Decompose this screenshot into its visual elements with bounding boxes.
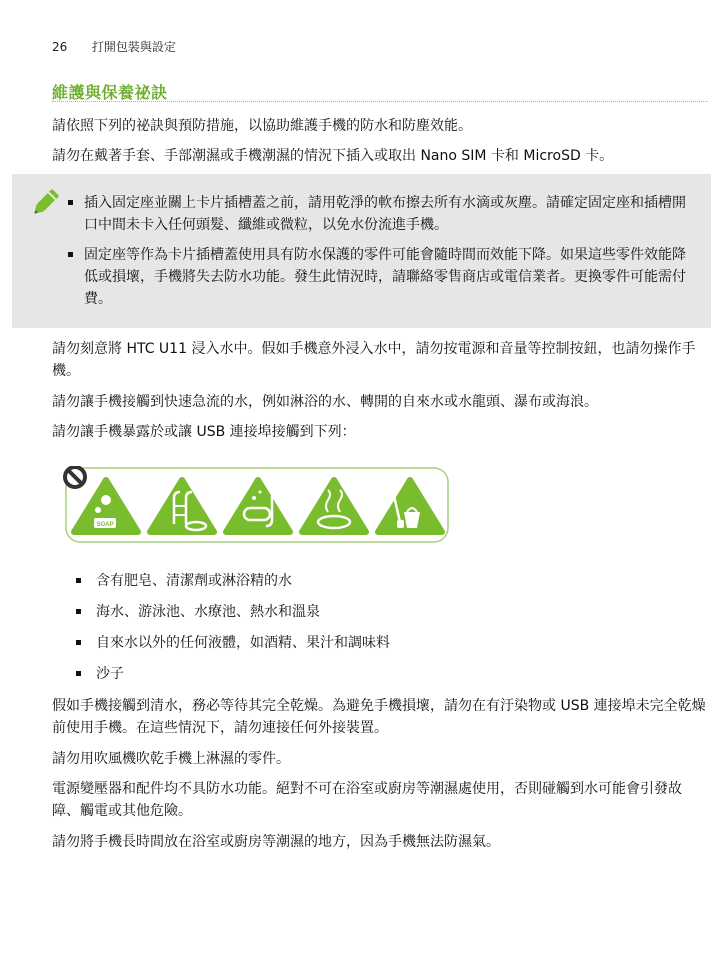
note-box [12, 174, 711, 328]
page-title: 維護與保養祕訣 [52, 83, 168, 102]
paragraph-running-water: 請勿讓手機接觸到快速急流的水，例如淋浴的水、轉開的自來水或水龍頭、瀑布或海浪。 [52, 394, 598, 410]
page-header [52, 38, 176, 55]
paragraph-adapter: 電源變壓器和配件均不具防水功能。絕對不可在浴室或廚房等潮濕處使用，否則碰觸到水可能會引發故障、觸電或其他危險。 [52, 781, 682, 819]
note-list [68, 192, 698, 318]
paragraph-exposure: 請勿讓手機暴露於或讓 USB 連接埠接觸到下列： [52, 424, 356, 440]
note-item-1: 插入固定座並關上卡片插槽蓋之前，請用乾淨的軟布擦去所有水滴或灰塵。請確定固定座和插槽開口中間未卡入任何頭髮、纖維或微粒，以免水份流進手機。 [68, 192, 698, 236]
intro-paragraph-2: 請勿在戴著手套、手部潮濕或手機潮濕的情況下插入或取出 Nano SIM 卡和 MicroSD 卡。 [52, 148, 614, 164]
note-item-2: 固定座等作為卡片插槽蓋使用具有防水保護的零件可能會隨時間而效能下降。如果這些零件效能降低或損壞，手機將失去防水功能。發生此情況時，請聯絡零售商店或電信業者。更換零件可能需付費。 [68, 244, 698, 310]
hazard-item-soap: 含有肥皂、清潔劑或淋浴精的水 [76, 571, 676, 591]
paragraph-humidity: 請勿將手機長時間放在浴室或廚房等潮濕的地方，因為手機無法防濕氣。 [52, 834, 500, 850]
svg-text:SOAP: SOAP [96, 522, 114, 528]
intro-paragraph-1: 請依照下列的祕訣與預防措施，以協助維護手機的防水和防塵效能。 [52, 118, 472, 134]
page-number: 26 [52, 40, 68, 54]
hazard-item-seawater: 海水、游泳池、水療池、熱水和溫泉 [76, 602, 676, 622]
pencil-icon [28, 186, 62, 220]
hazard-item-sand: 沙子 [76, 664, 676, 684]
paragraph-immersion: 請勿刻意將 HTC U11 浸入水中。假如手機意外浸入水中，請勿按電源和音量等控制按鈕，也請勿操作手機。 [52, 341, 696, 379]
hazard-item-liquids: 自來水以外的任何液體，如酒精、果汁和調味料 [76, 633, 676, 653]
title-divider [52, 101, 708, 102]
hazard-list [76, 571, 676, 695]
paragraph-fresh-water: 假如手機接觸到清水，務必等待其完全乾燥。為避免手機損壞，請勿在有汙染物或 USB 連接埠未完全乾燥前使用手機。在這些情況下，請勿連接任何外接裝置。 [52, 698, 706, 736]
no-entry-icon [65, 467, 85, 487]
hazard-figure [58, 466, 450, 544]
section-title: 打開包裝與設定 [91, 40, 176, 54]
paragraph-hair-dryer: 請勿用吹風機吹乾手機上淋濕的零件。 [52, 751, 290, 767]
